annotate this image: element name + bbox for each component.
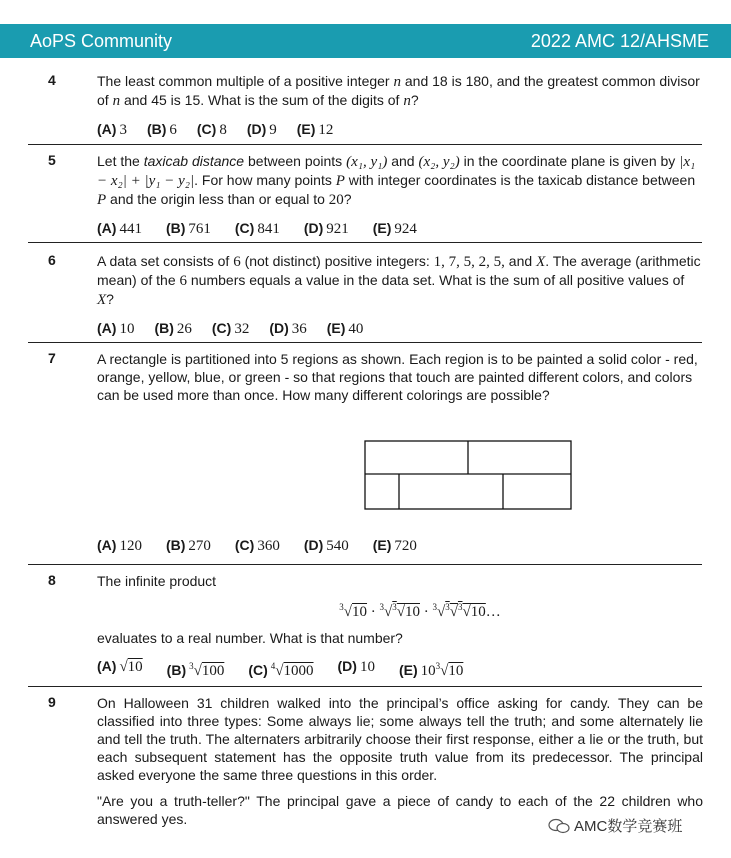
separator <box>28 242 702 243</box>
choice-d[interactable]: (D) 540 <box>303 537 349 554</box>
choice-b[interactable]: (B) 6 <box>146 121 177 138</box>
choice-c[interactable]: (C) 360 <box>234 537 280 554</box>
answer-choices <box>97 536 417 555</box>
problem-body <box>97 572 703 680</box>
choice-a[interactable]: (A) 441 <box>97 220 142 237</box>
choice-a[interactable]: (A) 120 <box>97 537 142 554</box>
choice-b[interactable]: (B) 761 <box>165 220 211 237</box>
choice-b[interactable]: (B) 270 <box>165 537 211 554</box>
choice-d[interactable]: (D) 9 <box>246 121 277 138</box>
separator <box>28 686 702 687</box>
infinite-product-formula: $^3$√10 · $^3$√$^3$√10 · $^3$√$^3$√$^3$√10… <box>339 602 501 620</box>
choice-b[interactable]: (B) $^3$√100 <box>166 661 225 679</box>
page-header <box>0 24 731 58</box>
separator <box>28 342 702 343</box>
choice-c[interactable]: (C) 841 <box>234 220 280 237</box>
choice-a[interactable]: (A) √10 <box>97 658 143 675</box>
choice-e[interactable]: (E) 720 <box>372 537 417 554</box>
choice-c[interactable]: (C) 32 <box>211 320 250 337</box>
partitioned-rectangle-diagram <box>364 440 572 510</box>
header-left-title: AoPS Community <box>30 30 173 51</box>
problem-text: Let the taxicab distance between points (x₁, y₁) and (x₂, y₂) in the coordinate plane is given by |x₁ − x₂| + |y₁ − y₂|. For how many points P with integer coordinates is the taxicab distance between P and the origin less than or equal to 20? <box>97 153 696 208</box>
problem-text: The least common multiple of a positive integer n and 18 is 180, and the greatest common divisor of n and 45 is 15. What is the sum of the digits of n? <box>97 73 700 109</box>
problem-text: A rectangle is partitioned into 5 regions as shown. Each region is to be painted a solid color - red, orange, yellow, blue, or green - so that regions that touch are painted different colors, and colors can be used more than once. How many different colorings are possible? <box>97 351 698 403</box>
choice-b[interactable]: (B) 26 <box>154 320 192 337</box>
problem-number: 6 <box>48 252 56 268</box>
choice-e[interactable]: (E) 924 <box>372 220 417 237</box>
problem-outro: evaluates to a real number. What is that number? <box>97 630 403 646</box>
choice-c[interactable]: (C) 8 <box>196 121 227 138</box>
problem-body <box>97 350 703 560</box>
problem-body <box>97 252 703 338</box>
problem-number: 4 <box>48 72 56 88</box>
problem-text: A data set consists of 6 (not distinct) positive integers: 1, 7, 5, 2, 5, and X. The average (arithmetic mean) of the 6 numbers equals a value in the data set. What is the sum of all positive values of X? <box>97 253 701 308</box>
wechat-watermark <box>548 815 682 836</box>
problem-body <box>97 72 703 139</box>
choice-c[interactable]: (C) $^4$√1000 <box>248 661 314 679</box>
separator <box>28 564 702 565</box>
choice-a[interactable]: (A) 10 <box>97 320 135 337</box>
answer-choices <box>97 219 703 238</box>
choice-e[interactable]: (E) 40 <box>326 320 364 337</box>
problem-paragraph-2: "Are you a truth-teller?" The principal gave a piece of candy to each of the 22 children who answered yes. <box>97 793 703 827</box>
answer-choices <box>97 657 703 680</box>
choice-d[interactable]: (D) 921 <box>303 220 349 237</box>
answer-choices <box>97 319 703 338</box>
problem-intro: The infinite product <box>97 573 217 589</box>
problem-number: 8 <box>48 572 56 588</box>
problem-body <box>97 694 703 828</box>
choice-d[interactable]: (D) 10 <box>337 658 375 675</box>
choice-a[interactable]: (A) 3 <box>97 121 127 138</box>
problem-body <box>97 152 703 238</box>
header-right-title: 2022 AMC 12/AHSME <box>530 30 709 51</box>
wechat-logo-icon <box>548 818 570 834</box>
choice-e[interactable]: (E) 12 <box>296 121 334 138</box>
choice-e[interactable]: (E) $10^3√10$ <box>398 661 464 679</box>
problem-paragraph-1: On Halloween 31 children walked into the principal’s office asking for candy. They can be classified into three types: Some always lie; some always tell the truth; and some alternately lie and tell the truth. The alternaters arbitrarily choose their first response, either a lie or the truth, but each subsequent statement has the opposite truth value from its predecessor. The principal asked everyone the same three questions in this order. <box>97 695 703 783</box>
choice-d[interactable]: (D) 36 <box>269 320 307 337</box>
separator <box>28 144 702 145</box>
problem-number: 5 <box>48 152 56 168</box>
watermark-text: AMC数学竞赛班 <box>574 818 683 835</box>
problem-number: 9 <box>48 694 56 710</box>
answer-choices <box>97 120 703 139</box>
problem-number: 7 <box>48 350 56 366</box>
